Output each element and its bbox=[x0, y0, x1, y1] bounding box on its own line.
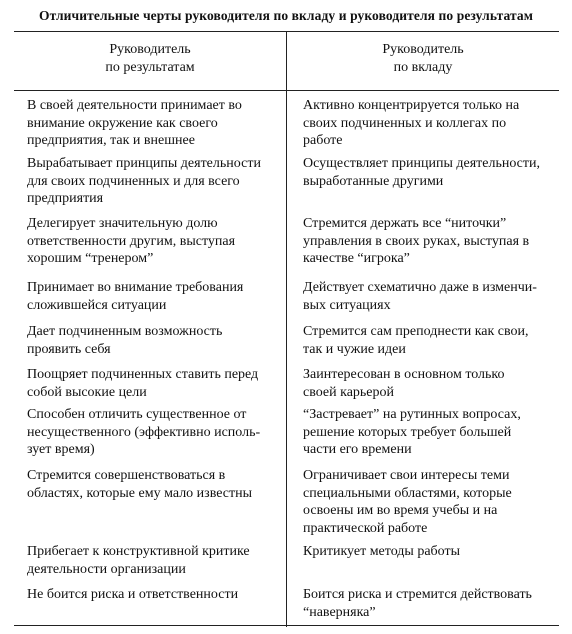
row-6-contribution: Заинтересован в основном только своей карьерой bbox=[303, 367, 505, 400]
header-results-manager: Руководитель по результатам bbox=[105, 42, 195, 75]
row-9-results: Прибегает к конструктивной критике деятельности организации bbox=[27, 544, 250, 577]
document-title: Отличительные черты руководителя по вкладу и руководителя по результатам bbox=[38, 8, 534, 23]
row-5-contribution: Стремится сам преподнести как свои, так и чужие идеи bbox=[303, 324, 529, 357]
row-10-results: Не боится риска и ответственности bbox=[27, 587, 239, 602]
row-9-contribution: Критикует методы работы bbox=[303, 544, 461, 559]
row-2-contribution: Осуществляет принципы деятельности, выработанные другими bbox=[303, 156, 541, 189]
row-5-results: Дает подчиненным возможность проявить себя bbox=[27, 324, 223, 357]
row-7-contribution: “Застревает” на рутинных вопросах, решение которых требует большей части его времени bbox=[303, 407, 521, 457]
row-10-contribution: Боится риска и стремится действовать “наверняка” bbox=[303, 587, 532, 620]
table-column-divider bbox=[286, 31, 287, 627]
row-6-results: Поощряет подчиненных ставить перед собой высокие цели bbox=[27, 367, 259, 400]
row-4-results: Принимает во внимание требования сложившейся ситуации bbox=[27, 280, 244, 313]
row-8-contribution: Ограничивает свои интересы теми специальными областями, которые освоены им во время учебы и на практической работе bbox=[303, 468, 512, 536]
row-4-contribution: Действует схематично даже в изменчи- вых ситуациях bbox=[303, 280, 537, 313]
row-3-contribution: Стремится держать все “ниточки” управления в своих руках, выступая в качестве “игрока” bbox=[303, 216, 530, 266]
row-1-results: В своей деятельности принимает во внимание окружение как своего предприятия, так и внешнее bbox=[27, 98, 242, 148]
row-8-results: Стремится совершенствоваться в областях, которые ему мало известны bbox=[27, 468, 253, 501]
row-3-results: Делегирует значительную долю ответственности другим, выступая хорошим “тренером” bbox=[27, 216, 236, 266]
header-contribution-manager: Руководитель по вкладу bbox=[382, 42, 464, 75]
row-1-contribution: Активно концентрируется только на своих подчиненных и коллегах по работе bbox=[303, 98, 520, 148]
comparison-table bbox=[14, 31, 559, 627]
row-7-results: Способен отличить существенное от несущественного (эффективно исполь- зует время) bbox=[27, 407, 261, 457]
row-2-results: Вырабатывает принципы деятельности для своих подчиненных и для всего предприятия bbox=[27, 156, 261, 206]
